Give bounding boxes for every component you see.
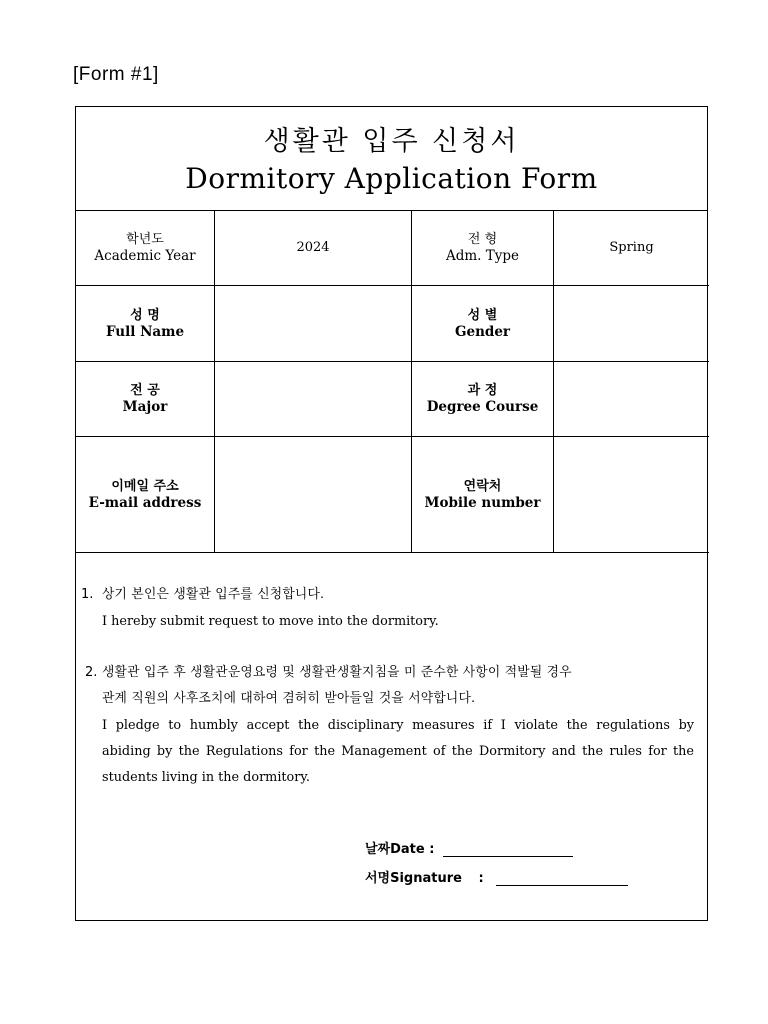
column-divider <box>553 211 554 553</box>
statement-2-number: 2. <box>85 665 98 680</box>
row-divider <box>76 552 709 553</box>
statement-1-korean: 상기 본인은 생활관 입주를 신청합니다. <box>102 587 325 602</box>
adm-type-label <box>412 232 553 264</box>
email-label-en: E-mail address <box>88 495 202 511</box>
adm-type-value[interactable]: Spring <box>609 240 654 255</box>
date-label: 날짜Date : <box>365 842 435 857</box>
degree-course-label-en: Degree Course <box>426 399 539 415</box>
form-title-korean: 생활관 입주 신청서 <box>263 126 520 157</box>
email-label-ko: 이메일 주소 <box>111 479 179 494</box>
signature-row <box>365 867 628 886</box>
full-name-label-ko: 성 명 <box>130 308 160 323</box>
statement-1-english: I hereby submit request to move into the dormitory. <box>102 614 439 629</box>
signature-input-line[interactable] <box>496 871 628 886</box>
mobile-label-ko: 연락처 <box>463 479 502 494</box>
row-divider <box>76 361 709 362</box>
email-label <box>76 479 214 511</box>
form-number-tag: [Form #1] <box>73 64 159 85</box>
academic-year-value[interactable]: 2024 <box>296 240 330 255</box>
academic-year-label-en: Academic Year <box>94 248 196 264</box>
full-name-label <box>76 308 214 340</box>
row-divider <box>76 285 709 286</box>
gender-label-ko: 성 별 <box>467 308 498 323</box>
date-row <box>365 838 573 857</box>
row-divider <box>76 436 709 437</box>
mobile-label-en: Mobile number <box>424 495 541 511</box>
statement-1-number: 1. <box>81 587 94 602</box>
date-input-line[interactable] <box>443 842 573 857</box>
statement-2-korean-line-1: 생활관 입주 후 생활관운영요령 및 생활관생활지침을 미 준수한 사항이 적발될 경우 <box>102 665 572 680</box>
gender-label <box>412 308 553 340</box>
mobile-label <box>412 479 553 511</box>
academic-year-label <box>76 232 214 264</box>
application-form <box>75 106 708 921</box>
form-title-english: Dormitory Application Form <box>185 162 598 195</box>
form-title-block <box>76 107 707 211</box>
major-label <box>76 383 214 415</box>
statement-2-korean-line-2: 관계 직원의 사후조치에 대하여 겸허히 받아들일 것을 서약합니다. <box>102 691 476 706</box>
statement-2-english-line-1: I pledge to humbly accept the disciplinary measures if I violate the regulations by <box>102 718 694 733</box>
adm-type-label-en: Adm. Type <box>445 248 520 264</box>
degree-course-label <box>412 383 553 415</box>
degree-course-label-ko: 과 정 <box>467 383 498 398</box>
gender-label-en: Gender <box>454 324 511 340</box>
statement-2-english-line-2: abiding by the Regulations for the Management of the Dormitory and the rules for the <box>102 744 694 759</box>
statement-2-english-line-3: students living in the dormitory. <box>102 770 310 785</box>
academic-year-label-ko: 학년도 <box>126 232 164 247</box>
adm-type-label-ko: 전 형 <box>467 232 498 247</box>
signature-label: 서명Signature <box>365 871 462 886</box>
major-label-ko: 전 공 <box>130 383 160 398</box>
major-label-en: Major <box>122 399 168 415</box>
signature-colon: : <box>478 871 484 886</box>
full-name-label-en: Full Name <box>105 324 185 340</box>
column-divider <box>214 211 215 553</box>
